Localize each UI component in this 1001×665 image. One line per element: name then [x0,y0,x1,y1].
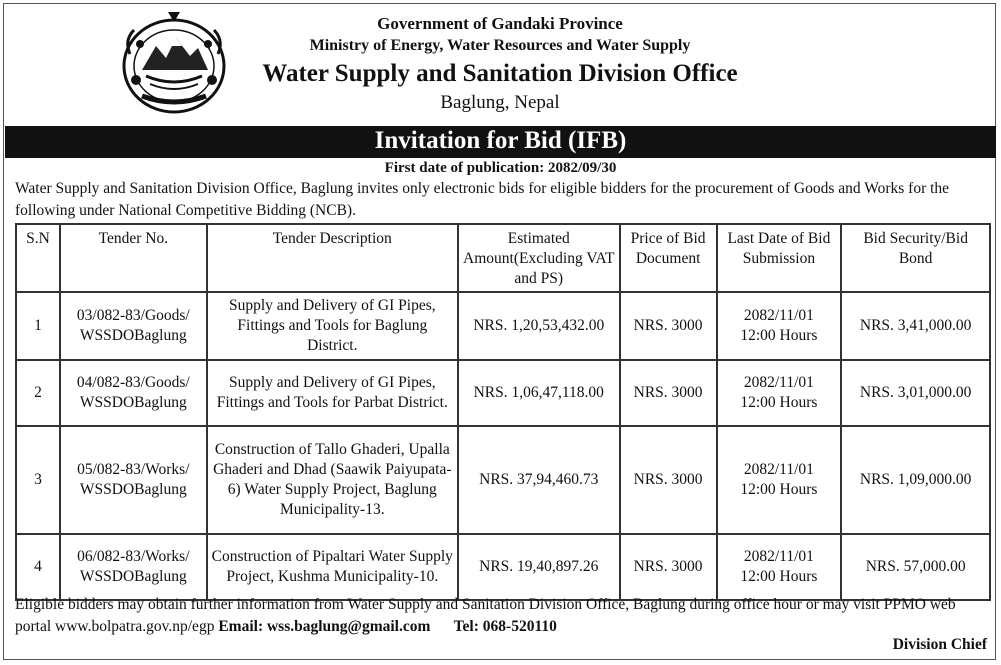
header-last-date: Last Date of Bid Submission [717,224,842,292]
date-text: 2082/11/01 [743,374,814,391]
cell-amount: NRS. 19,40,897.26 [458,534,620,600]
office-location: Baglung, Nepal [440,92,560,113]
cell-security: NRS. 1,09,000.00 [841,426,990,534]
time-text: 12:00 Hours [740,481,818,498]
cell-last-date [717,360,842,426]
cell-sn: 1 [16,292,60,360]
cell-tender-no: 05/082-83/Works/ WSSDOBaglung [60,426,207,534]
cell-sn: 2 [16,360,60,426]
date-text: 2082/11/01 [743,307,814,324]
cell-description: Supply and Delivery of GI Pipes, Fittings and Tools for Parbat District. [207,360,458,426]
cell-last-date [717,534,842,600]
table-row [16,360,990,426]
nepal-emblem-logo [120,10,228,116]
publication-date: First date of publication: 2082/09/30 [384,160,617,176]
intro-paragraph: Water Supply and Sanitation Division Office, Baglung invites only electronic bids for eligible bidders for the procurement of Goods and Works for the following under National Competitive Bidding (NCB). [15,180,950,219]
cell-tender-no: 03/082-83/Goods/ WSSDOBaglung [60,292,207,360]
cell-last-date [717,426,842,534]
header-tender-no: Tender No. [60,224,207,292]
government-name: Government of Gandaki Province [377,14,623,33]
cell-amount: NRS. 1,06,47,118.00 [458,360,620,426]
header-price: Price of Bid Document [620,224,717,292]
bid-table [15,223,991,601]
header-bid-security: Bid Security/Bid Bond [841,224,990,292]
signatory-title: Division Chief [892,636,987,653]
cell-price: NRS. 3000 [620,426,717,534]
notice-title: Invitation for Bid (IFB) [5,126,996,158]
cell-price: NRS. 3000 [620,292,717,360]
date-text: 2082/11/01 [743,548,814,565]
cell-tender-no: 06/082-83/Works/ WSSDOBaglung [60,534,207,600]
cell-sn: 3 [16,426,60,534]
date-text: 2082/11/01 [743,461,814,478]
time-text: 12:00 Hours [740,394,818,411]
office-name: Water Supply and Sanitation Division Office [262,60,738,87]
cell-price: NRS. 3000 [620,534,717,600]
footer-paragraph [15,594,990,638]
cell-amount: NRS. 37,94,460.73 [458,426,620,534]
cell-price: NRS. 3000 [620,360,717,426]
time-text: 12:00 Hours [740,327,818,344]
time-text: 12:00 Hours [740,568,818,585]
table-row [16,292,990,360]
cell-security: NRS. 3,41,000.00 [841,292,990,360]
header-description: Tender Description [207,224,458,292]
header-estimated-amount: Estimated Amount(Excluding VAT and PS) [458,224,620,292]
cell-description: Construction of Pipaltari Water Supply Project, Kushma Municipality-10. [207,534,458,600]
ministry-name: Ministry of Energy, Water Resources and Water Supply [309,37,691,54]
cell-security: NRS. 3,01,000.00 [841,360,990,426]
cell-amount: NRS. 1,20,53,432.00 [458,292,620,360]
footer-text: Eligible bidders may obtain further information from Water Supply and Sanitation Division Office, Baglung during office hour or may visit PPMO web portal www.bolpatra.gov.np/egp [15,596,956,635]
cell-security: NRS. 57,000.00 [841,534,990,600]
cell-tender-no: 04/082-83/Goods/ WSSDOBaglung [60,360,207,426]
cell-sn: 4 [16,534,60,600]
table-row [16,534,990,600]
table-header-row [16,224,990,292]
table-row [16,426,990,534]
contact-phone: Tel: 068-520110 [453,618,557,635]
header-sn: S.N [16,224,60,292]
cell-description: Supply and Delivery of GI Pipes, Fittings and Tools for Baglung District. [207,292,458,360]
cell-last-date [717,292,842,360]
contact-email: Email: wss.baglung@gmail.com [218,618,431,635]
cell-description: Construction of Tallo Ghaderi, Upalla Ghaderi and Dhad (Saawik Paiyupata-6) Water Supply Project, Baglung Municipality-13. [207,426,458,534]
